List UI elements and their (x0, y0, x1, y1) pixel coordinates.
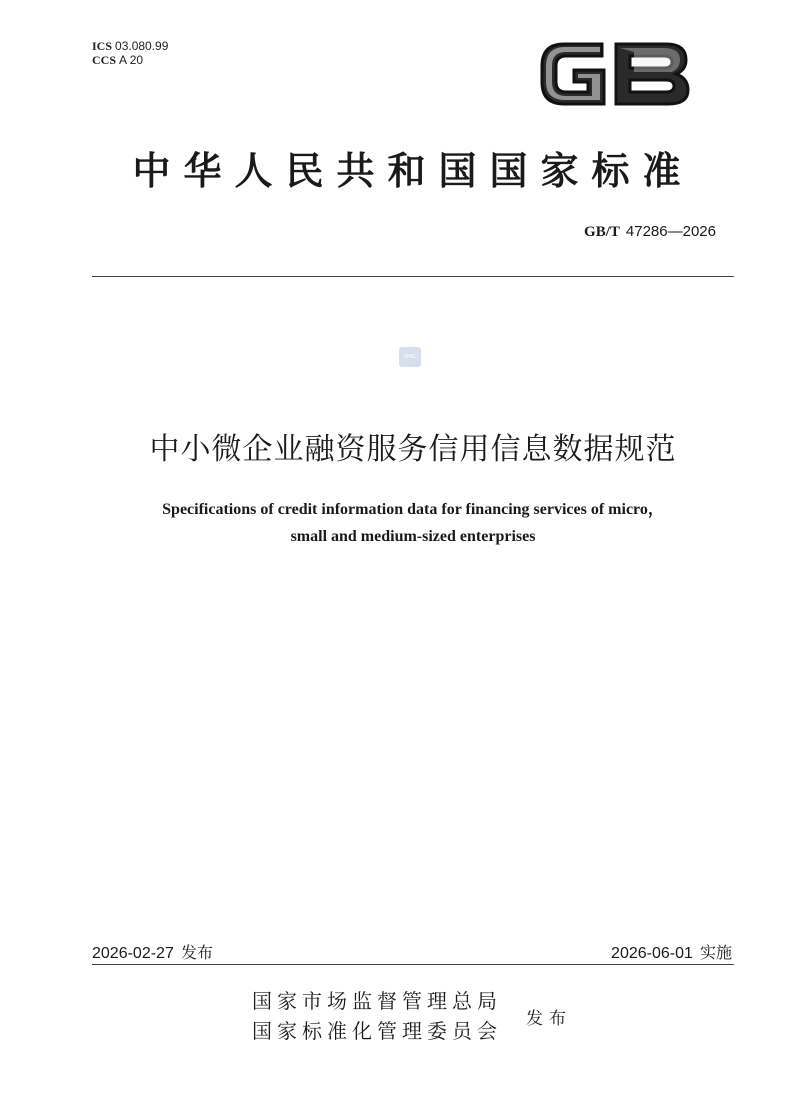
standard-prefix: GB/T (584, 224, 620, 240)
ccs-value: A 20 (119, 53, 144, 67)
implementation-date (611, 940, 732, 963)
document-title-en (60, 496, 766, 550)
ics-value: 03.080.99 (115, 39, 169, 53)
national-standard-title: 中华人民共和国国家标准 (132, 148, 694, 193)
issuing-authorities (252, 986, 502, 1046)
ccs-label: CCS (92, 53, 117, 67)
issue-date-value: 2026-02-27 (92, 945, 174, 962)
document-title-cn: 中小微企业融资服务信用信息数据规范 (149, 432, 677, 467)
issuer-sac: 国家标准化管理委员会 (252, 1019, 502, 1043)
implementation-date-value: 2026-06-01 (611, 945, 693, 962)
footer-divider (92, 964, 734, 965)
implementation-date-label: 实施 (699, 943, 732, 962)
publish-label: 发布 (526, 1009, 572, 1029)
watermark-text: SPRC (403, 354, 417, 360)
title-en-line1: Specifications of credit information data for financing services of micro， (162, 501, 664, 518)
ccs-code (92, 53, 168, 67)
classification-codes (92, 39, 168, 67)
issuer-samr: 国家市场监督管理总局 (252, 989, 502, 1013)
gb-logo-icon (534, 30, 696, 116)
title-en-line2: small and medium-sized enterprises (290, 528, 536, 545)
header-divider (92, 276, 734, 277)
standard-number-value: 47286—2026 (625, 223, 716, 240)
issue-date-label: 发布 (180, 943, 213, 962)
issue-date (92, 940, 213, 963)
watermark-stamp (399, 347, 421, 367)
ics-label: ICS (92, 39, 113, 53)
standard-number (584, 222, 716, 241)
ics-code (92, 39, 168, 53)
